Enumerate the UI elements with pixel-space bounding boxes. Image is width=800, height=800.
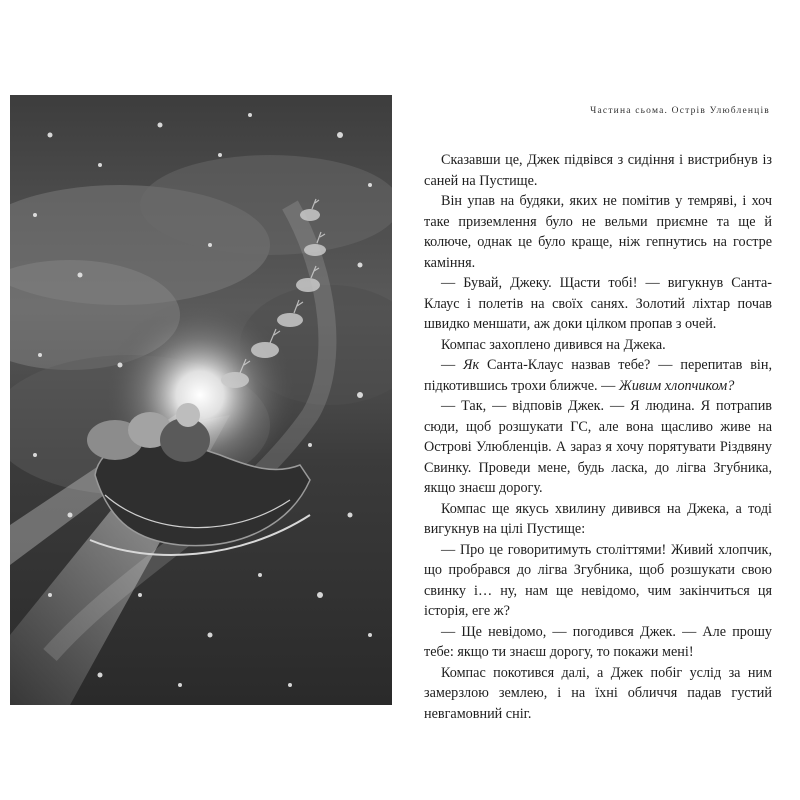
paragraph	[424, 355, 772, 396]
paragraph	[424, 499, 772, 540]
italic-text: Живим хлопчиком?	[618, 377, 735, 394]
text-run: Компас захоплено дивився на Джека.	[441, 336, 666, 353]
text-run: Він упав на будяки, яких не помітив у темряві, і хоч таке приземлення було не вельми приємне та ще й колюче, однак це було краще, ніж гепнутись на гостре каміння.	[424, 193, 772, 271]
text-run: — Бувай, Джеку. Щасти тобі! — вигукнув Санта-Клаус і полетів на своїх санях. Золотий ліхтар почав швидко меншати, аж доки цілком пропав з очей.	[424, 275, 772, 332]
paragraph	[424, 663, 772, 725]
paragraph	[424, 150, 772, 191]
text-run: — Так, — відповів Джек. — Я людина. Я потрапив сюди, щоб розшукати ГС, але вона щасливо живе на Острові Улюбленців. А зараз я хочу порятувати Різдвяну Свинку. Проведи мене, будь ласка, до лігва Згубника, якщо знаєш дорогу.	[424, 398, 772, 496]
italic-text: Як	[463, 357, 480, 373]
sleigh-illustration	[10, 95, 392, 705]
text-run: Компас ще якусь хвилину дивився на Джека, а тоді вигукнув на цілі Пустище:	[424, 500, 772, 537]
running-head: Частина сьома. Острів Улюбленців	[590, 106, 770, 116]
text-run: — Про це говоритимуть століттями! Живий хлопчик, що пробрався до лігва Згубника, щоб розшукати свою свинку і… ну, нам ще невідомо, чим закінчиться ця історія, еге ж?	[424, 541, 772, 619]
paragraph	[424, 335, 772, 356]
body-text	[424, 150, 772, 724]
text-run: Сказавши це, Джек підвівся з сидіння і вистрибнув із саней на Пустище.	[424, 152, 772, 189]
sleigh-illustration-art	[10, 95, 392, 705]
paragraph	[424, 540, 772, 622]
paragraph	[424, 622, 772, 663]
text-run: —	[441, 357, 464, 373]
paragraph	[424, 396, 772, 499]
text-run: Компас покотився далі, а Джек побіг услід за ним замерзлою землею, і на їхні обличчя падав густий невгамовний сніг.	[424, 664, 772, 722]
text-run: Санта-Клаус назвав тебе? — перепитав він, підкотившись трохи ближче. —	[424, 357, 772, 394]
paragraph	[424, 191, 772, 273]
paragraph	[424, 273, 772, 335]
text-run: — Ще невідомо, — погодився Джек. — Але прошу тебе: якщо ти знаєш дорогу, то покажи мені!	[424, 623, 772, 660]
